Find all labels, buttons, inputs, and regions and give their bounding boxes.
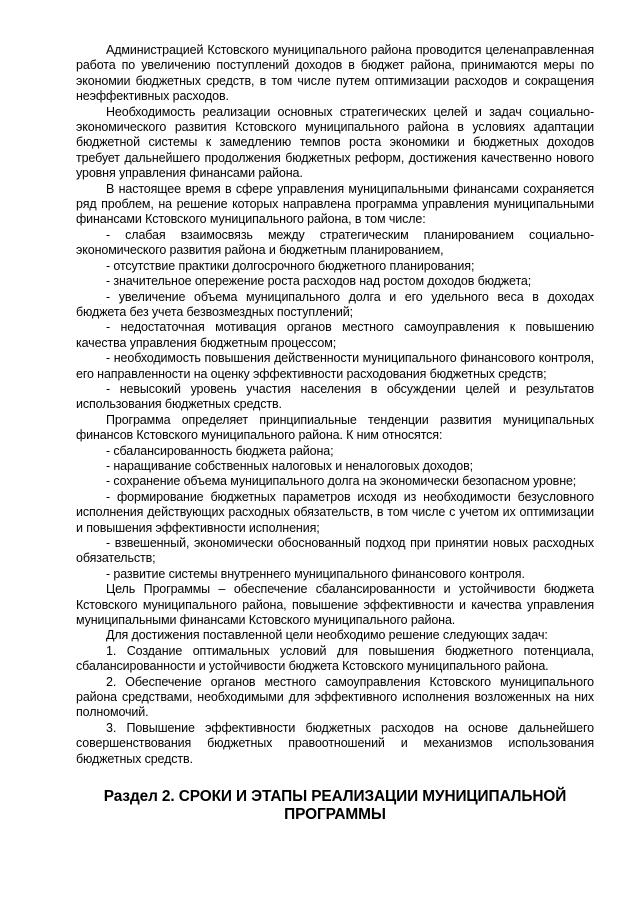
task-item: 1. Создание оптимальных условий для повышения бюджетного потенциала, сбалансированности и устойчивости бюджета Кстовского муниципального района.	[76, 643, 594, 674]
list-item: - невысокий уровень участия населения в обсуждении целей и результатов использования бюджетных средств.	[76, 381, 594, 412]
paragraph: В настоящее время в сфере управления муниципальными финансами сохраняется ряд проблем, на решение которых направлена программа управления муниципальными финансами Кстовского муниципального района, в том числе:	[76, 181, 594, 227]
task-item: 3. Повышение эффективности бюджетных расходов на основе дальнейшего совершенствования бюджетных правоотношений и механизмов использования бюджетных средств.	[76, 720, 594, 766]
task-item: 2. Обеспечение органов местного самоуправления Кстовского муниципального района средствами, необходимыми для эффективного исполнения возложенных на них полномочий.	[76, 674, 594, 720]
list-item: - сбалансированность бюджета района;	[106, 443, 334, 458]
list-item: - взвешенный, экономически обоснованный подход при принятии новых расходных обязательств;	[76, 536, 594, 566]
list-item: - наращивание собственных налоговых и неналоговых доходов;	[106, 458, 473, 473]
list-item: - увеличение объема муниципального долга и его удельного веса в доходах бюджета без учета безвозмездных поступлений;	[76, 289, 594, 319]
document-page	[76, 43, 594, 824]
paragraph: Администрацией Кстовского муниципального района проводится целенаправленная работа по увеличению поступлений доходов в бюджет района, принимаются меры по экономии бюджетных средств, в том числе путем оптимизации расходов и сокращения неэффективных расходов.	[76, 43, 594, 104]
paragraph: Программа определяет принципиальные тенденции развития муниципальных финансов Кстовского муниципального района. К ним относятся:	[76, 412, 594, 443]
paragraph: Необходимость реализации основных стратегических целей и задач социально-экономического развития Кстовского муниципального района в условиях адаптации бюджетной системы к замедлению темпов роста экономики и бюджетных доходов требует дальнейшего продолжения бюджетных реформ, достижения качественно нового уровня управления финансами района.	[76, 104, 594, 181]
list-item: - недостаточная мотивация органов местного самоуправления к повышению качества управления бюджетным процессом;	[76, 320, 594, 350]
list-item: - значительное опережение роста расходов над ростом доходов бюджета;	[106, 274, 532, 289]
section-heading: Раздел 2. СРОКИ И ЭТАПЫ РЕАЛИЗАЦИИ МУНИЦИПАЛЬНОЙ ПРОГРАММЫ	[103, 788, 567, 824]
paragraph: Цель Программы – обеспечение сбалансированности и устойчивости бюджета Кстовского муниципального района, повышение эффективности и качества управления муниципальными финансами Кстовского муниципального района.	[76, 582, 594, 628]
list-item: - развитие системы внутреннего муниципального финансового контроля.	[106, 566, 525, 581]
list-item: - необходимость повышения действенности муниципального финансового контроля, его направленности на оценку эффективности расходования бюджетных средств;	[76, 351, 594, 381]
list-item: - формирование бюджетных параметров исходя из необходимости безусловного исполнения действующих расходных обязательств, в том числе с учетом их оптимизации и повышения эффективности исполнения;	[76, 489, 594, 535]
list-item: - слабая взаимосвязь между стратегическим планированием социально-экономического развития района и бюджетным планированием,	[76, 227, 594, 258]
paragraph: Для достижения поставленной цели необходимо решение следующих задач:	[106, 628, 548, 643]
list-item: - сохранение объема муниципального долга на экономически безопасном уровне;	[106, 474, 577, 489]
list-item: - отсутствие практики долгосрочного бюджетного планирования;	[106, 258, 475, 273]
